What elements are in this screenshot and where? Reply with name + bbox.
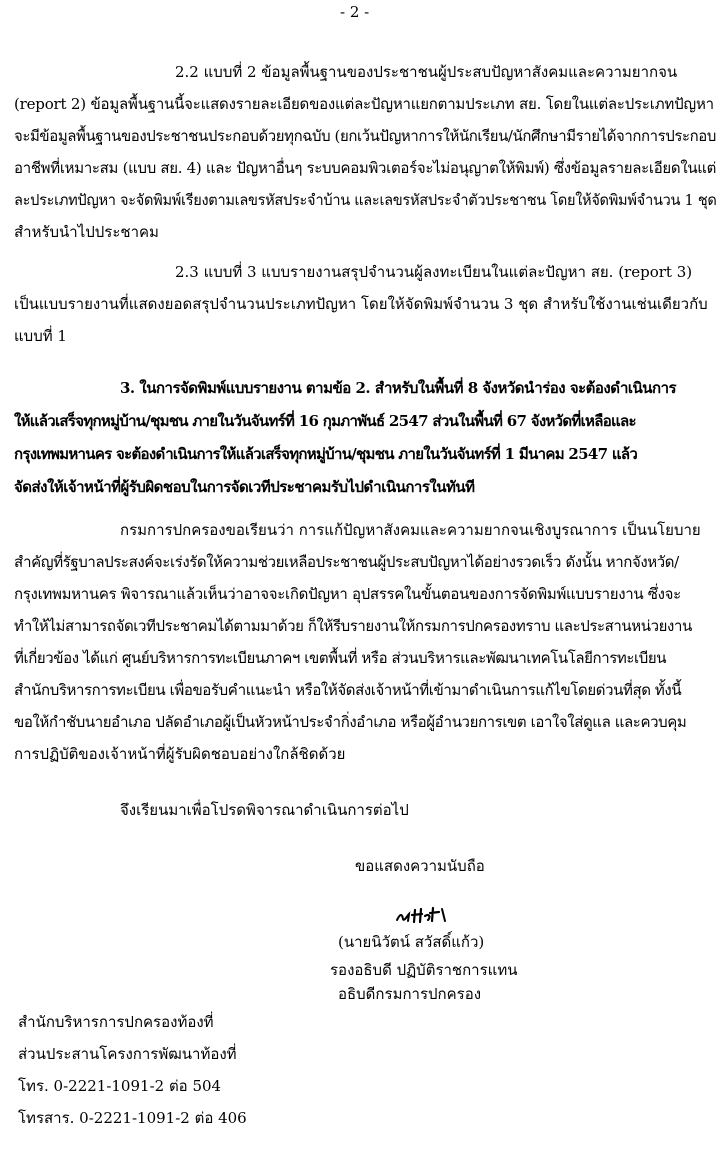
section-3-line: กรุงเทพมหานคร จะต้องดำเนินการให้แล้วเสร็จทุกหมู่บ้าน/ชุมชน ภายในวันจันทร์ที่ 1 มีนาคม 2547 แล้ว bbox=[14, 445, 638, 463]
request-paragraph-line: สำนักบริหารการทะเบียน เพื่อขอรับคำแนะนำ หรือให้จัดส่งเจ้าหน้าที่เข้ามาดำเนินการแก้ไขโดยด่วนที่สุด ทั้งนี้ bbox=[14, 681, 682, 699]
signer-title: รองอธิบดี ปฏิบัติราชการแทน bbox=[330, 961, 518, 979]
footer-department: สำนักบริหารการปกครองท้องที่ bbox=[18, 1013, 214, 1031]
footer-phone: โทร. 0-2221-1091-2 ต่อ 504 bbox=[18, 1077, 222, 1095]
request-paragraph-line: สำคัญที่รัฐบาลประสงค์จะเร่งรัดให้ความช่วยเหลือประชาชนผู้ประสบปัญหาได้อย่างรวดเร็ว ดังนั้น หากจังหวัด/ bbox=[14, 553, 679, 571]
section-2-3-line: 2.3 แบบที่ 3 แบบรายงานสรุปจำนวนผู้ลงทะเบียนในแต่ละปัญหา สย. (report 3) bbox=[175, 263, 693, 281]
request-paragraph-line: กรุงเทพมหานคร พิจารณาแล้วเห็นว่าอาจจะเกิดปัญหา อุปสรรคในขั้นตอนของการจัดพิมพ์แบบรายงาน ซึ่งจะ bbox=[14, 585, 681, 603]
section-2-2-line: สำหรับนำไปประชาคม bbox=[14, 223, 159, 241]
footer-section: ส่วนประสานโครงการพัฒนาท้องที่ bbox=[18, 1045, 237, 1063]
section-3-line: ให้แล้วเสร็จทุกหมู่บ้าน/ชุมชน ภายในวันจันทร์ที่ 16 กุมภาพันธ์ 2547 ส่วนในพื้นที่ 67 จังหวัดที่เหลือและ bbox=[14, 412, 636, 430]
section-2-2-line: (report 2) ข้อมูลพื้นฐานนี้จะแสดงรายละเอียดของแต่ละปัญหาแยกตามประเภท สย. โดยในแต่ละประเภทปัญหา bbox=[14, 95, 714, 113]
section-2-3-line: เป็นแบบรายงานที่แสดงยอดสรุปจำนวนประเภทปัญหา โดยให้จัดพิมพ์จำนวน 3 ชุด สำหรับใช้งานเช่นเดียวกับ bbox=[14, 295, 708, 313]
request-paragraph-line: ทำให้ไม่สามารถจัดเวทีประชาคมได้ตามมาด้วย ก็ให้รีบรายงานให้กรมการปกครองทราบ และประสานหน่วยงาน bbox=[14, 617, 692, 635]
signer-name: (นายนิวัตน์ สวัสดิ์แก้ว) bbox=[338, 933, 485, 951]
signer-title: อธิบดีกรมการปกครอง bbox=[338, 985, 482, 1003]
section-3-line: จัดส่งให้เจ้าหน้าที่ผู้รับผิดชอบในการจัดเวทีประชาคมรับไปดำเนินการในทันที bbox=[14, 478, 475, 496]
section-2-2-line: 2.2 แบบที่ 2 ข้อมูลพื้นฐานของประชาชนผู้ประสบปัญหาสังคมและความยากจน bbox=[175, 63, 678, 81]
request-paragraph-line: กรมการปกครองขอเรียนว่า การแก้ปัญหาสังคมและความยากจนเชิงบูรณาการ เป็นนโยบาย bbox=[120, 521, 701, 539]
request-paragraph-line: ขอให้กำชับนายอำเภอ ปลัดอำเภอผู้เป็นหัวหน้าประจำกิ่งอำเภอ หรือผู้อำนวยการเขต เอาใจใส่ดูแล และควบคุม bbox=[14, 713, 687, 731]
section-2-2-line: ละประเภทปัญหา จะจัดพิมพ์เรียงตามเลขรหัสประจำบ้าน และเลขรหัสประจำตัวประชาชน โดยให้จัดพิมพ์จำนวน 1 ชุด bbox=[14, 191, 717, 209]
handwritten-signature bbox=[395, 904, 455, 924]
request-paragraph-line: การปฏิบัติของเจ้าหน้าที่ผู้รับผิดชอบอย่างใกล้ชิดด้วย bbox=[14, 745, 346, 763]
request-paragraph-line: ที่เกี่ยวข้อง ได้แก่ ศูนย์บริหารการทะเบียนภาคฯ เขตพื้นที่ หรือ ส่วนบริหารและพัฒนาเทคโนโลยีการทะเบียน bbox=[14, 649, 667, 667]
section-2-3-line: แบบที่ 1 bbox=[14, 327, 67, 345]
section-3-line: 3. ในการจัดพิมพ์แบบรายงาน ตามข้อ 2. สำหรับในพื้นที่ 8 จังหวัดนำร่อง จะต้องดำเนินการ bbox=[120, 379, 677, 397]
section-2-2-line: จะมีข้อมูลพื้นฐานของประชาชนประกอบด้วยทุกฉบับ (ยกเว้นปัญหาการให้นักเรียน/นักศึกษามีรายได้จากการประกอบ bbox=[14, 127, 716, 145]
regards-line: ขอแสดงความนับถือ bbox=[355, 857, 485, 875]
footer-fax: โทรสาร. 0-2221-1091-2 ต่อ 406 bbox=[18, 1109, 247, 1127]
page-number: - 2 - bbox=[340, 3, 370, 21]
closing-line: จึงเรียนมาเพื่อโปรดพิจารณาดำเนินการต่อไป bbox=[120, 801, 409, 819]
section-2-2-line: อาชีพที่เหมาะสม (แบบ สย. 4) และ ปัญหาอื่นๆ ระบบคอมพิวเตอร์จะไม่อนุญาตให้พิมพ์) ซึ่งข้อมูลรายละเอียดในแต่ bbox=[14, 159, 717, 177]
